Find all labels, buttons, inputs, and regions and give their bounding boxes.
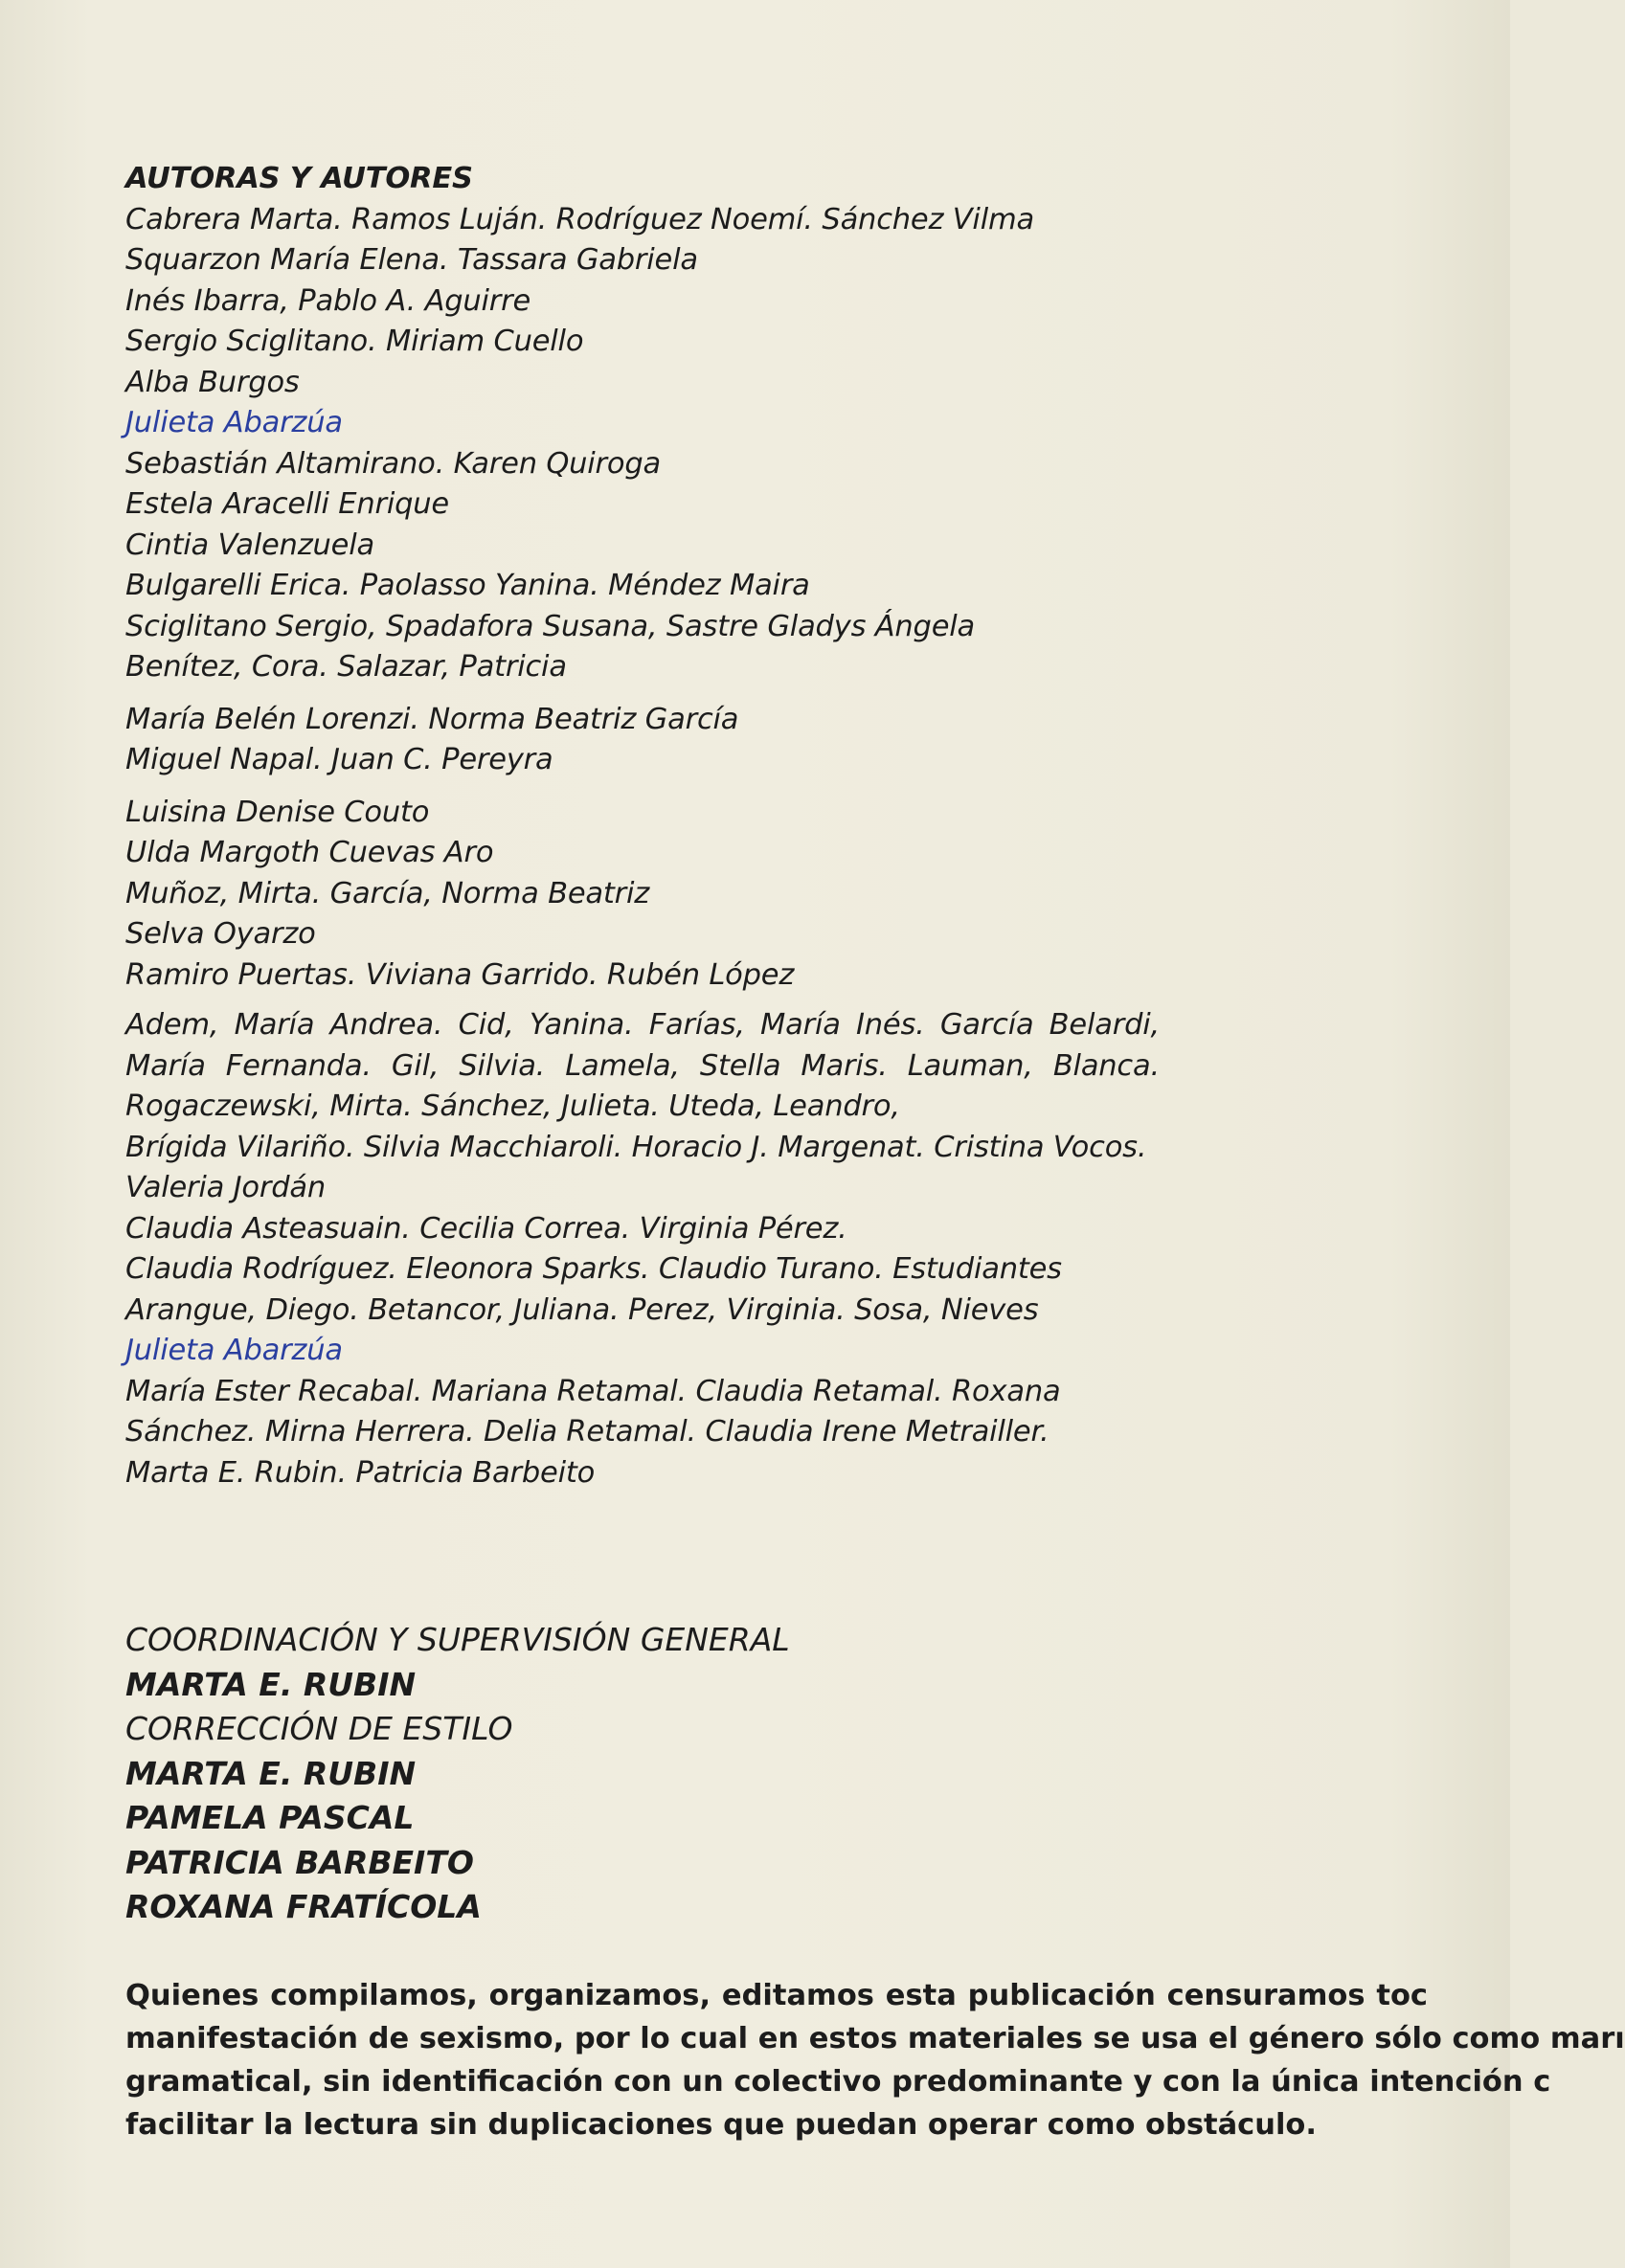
- author-line: Ramiro Puertas. Viviana Garrido. Rubén López: [125, 957, 795, 992]
- author-line: María Fernanda. Gil, Silvia. Lamela, Stella Maris. Lauman, Blanca.: [125, 1048, 1160, 1083]
- author-line: María Belén Lorenzi. Norma Beatriz García: [125, 702, 739, 736]
- notice-line: gramatical, sin identificación con un colectivo predominante y con la única intención c: [125, 2065, 1551, 2099]
- notice-line: Quienes compilamos, organizamos, editamos esta publicación censuramos toc: [125, 1979, 1428, 2012]
- style-correction-name: ROXANA FRATÍCOLA: [125, 1888, 482, 1925]
- author-line: Claudia Rodríguez. Eleonora Sparks. Claudio Turano. Estudiantes: [125, 1252, 1062, 1286]
- author-line: Squarzon María Elena. Tassara Gabriela: [125, 243, 698, 277]
- author-line: Marta E. Rubin. Patricia Barbeito: [125, 1455, 596, 1490]
- authors-heading: AUTORAS Y AUTORES: [125, 162, 473, 195]
- author-line: Julieta Abarzúa: [125, 406, 343, 439]
- author-line: Sánchez. Mirna Herrera. Delia Retamal. Claudia Irene Metrailler.: [125, 1415, 1049, 1448]
- author-line: Cintia Valenzuela: [125, 528, 374, 562]
- author-line: Ulda Margoth Cuevas Aro: [125, 836, 494, 869]
- style-correction-name: MARTA E. RUBIN: [125, 1754, 417, 1792]
- author-line: Benítez, Cora. Salazar, Patricia: [125, 650, 567, 684]
- author-line: Brígida Vilariño. Silvia Macchiaroli. Horacio J. Margenat. Cristina Vocos.: [125, 1130, 1147, 1164]
- style-correction-label: CORRECCIÓN DE ESTILO: [125, 1710, 513, 1747]
- author-line: Estela Aracelli Enrique: [125, 487, 449, 521]
- author-line: Alba Burgos: [125, 365, 300, 399]
- author-line: Valeria Jordán: [125, 1171, 327, 1204]
- author-line: Claudia Asteasuain. Cecilia Correa. Virginia Pérez.: [125, 1211, 847, 1246]
- author-line: Arangue, Diego. Betancor, Juliana. Perez, Virginia. Sosa, Nieves: [125, 1292, 1039, 1327]
- credits-section: [125, 1618, 790, 1930]
- coordination-name: MARTA E. RUBIN: [125, 1665, 417, 1703]
- author-line: Selva Oyarzo: [125, 917, 316, 951]
- author-line: Inés Ibarra, Pablo A. Aguirre: [125, 283, 531, 318]
- author-line: Luisina Denise Couto: [125, 795, 430, 829]
- author-line: Cabrera Marta. Ramos Luján. Rodríguez Noemí. Sánchez Vilma: [125, 202, 1034, 236]
- author-line: Bulgarelli Erica. Paolasso Yanina. Méndez Maira: [125, 569, 810, 602]
- author-line: Sebastián Altamirano. Karen Quiroga: [125, 446, 661, 481]
- style-correction-name: PAMELA PASCAL: [125, 1799, 415, 1836]
- authors-section: [125, 159, 1447, 1493]
- notice-line: manifestación de sexismo, por lo cual en estos materiales se usa el género sólo como marı: [125, 2022, 1625, 2055]
- author-line: María Ester Recabal. Mariana Retamal. Claudia Retamal. Roxana: [125, 1374, 1061, 1408]
- coordination-label: COORDINACIÓN Y SUPERVISIÓN GENERAL: [125, 1621, 790, 1658]
- author-line: Muñoz, Mirta. García, Norma Beatriz: [125, 876, 650, 910]
- author-line: Miguel Napal. Juan C. Pereyra: [125, 743, 553, 776]
- author-line: Rogaczewski, Mirta. Sánchez, Julieta. Uteda, Leandro,: [125, 1089, 900, 1123]
- gender-language-notice: [125, 1974, 1625, 2146]
- style-correction-name: PATRICIA BARBEITO: [125, 1843, 474, 1881]
- author-line: Adem, María Andrea. Cid, Yanina. Farías, María Inés. García Belardi,: [125, 1008, 1160, 1042]
- author-line: Julieta Abarzúa: [125, 1334, 343, 1367]
- author-line: Sergio Sciglitano. Miriam Cuello: [125, 325, 584, 358]
- author-line: Sciglitano Sergio, Spadafora Susana, Sastre Gladys Ángela: [125, 609, 976, 643]
- notice-line: facilitar la lectura sin duplicaciones que puedan operar como obstáculo.: [125, 2108, 1317, 2142]
